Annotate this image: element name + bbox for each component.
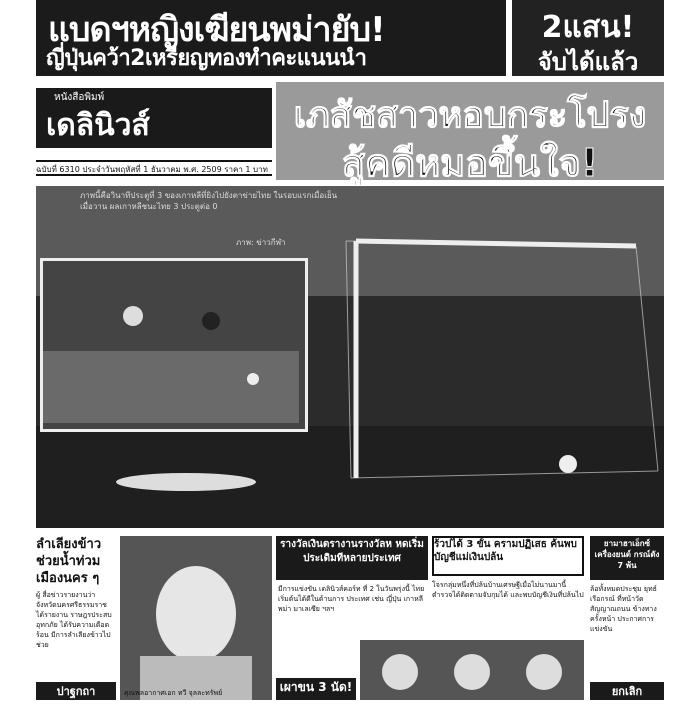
photo-caption: ภาพนี้คือวินาทีประตูที่ 3 ของเกาหลีที่ยิงไปยังตาข่ายไทย ในรอบแรกเมื่อเย็นเมื่อวาน ผลเกาหลีชนะไทย 3 ประตูต่อ 0 — [80, 191, 338, 211]
football-photo — [36, 186, 664, 528]
people-image — [360, 640, 584, 700]
column-5-body: ล้อทั้งหมดประชุม ยุทธ์เรือกรณ์ ที่หน้าวัด สัญญาณถนน ข้างทาง ครั้งหน้า ประกาศการแข่งขัน — [590, 585, 657, 633]
main-headline-box — [276, 82, 664, 185]
banner-headline-2: ญี่ปุ่นคว้า2เหรียญทองทำคะแนนนำ — [46, 46, 367, 71]
column-5-bottom-box: ยกเลิก — [590, 682, 664, 700]
masthead — [36, 88, 272, 148]
portrait-photo — [120, 536, 272, 700]
portrait-image — [120, 536, 272, 700]
people-photo — [360, 640, 584, 700]
column-1-body: ผู้ สื่อข่าวรายงานว่า จังหวัดนครศรีธรรมราช ได้รายงาน ราษฎรประสบอุทกภัย ได้รับความเดือดร้อน มีการลำเลียงข้าวไปช่วย — [36, 591, 112, 649]
column-1-headline: ลำเลียงข้าว ช่วยน้ำท่วม เมืองนคร ๆ — [36, 537, 102, 586]
top-banner — [36, 0, 506, 76]
banner-headline-1: แบดฯหญิงเฆียนพม่ายับ! — [48, 10, 385, 50]
side-headline-box — [512, 0, 664, 76]
inset-photo-image — [43, 261, 299, 423]
masthead-small-text: หนังสือพิมพ์ — [54, 92, 105, 103]
column-5-headline: ยามาฮาเอ็กซ์เครื่องยนต์ กรณ์ตัง 7 พ้น — [590, 536, 664, 580]
newspaper-name: เดลินิวส์ — [46, 108, 150, 143]
side-headline-1: 2แสน! — [541, 10, 635, 45]
inset-photo — [40, 258, 308, 432]
photo-credit: ภาพ: ข่าวกีฬา — [236, 238, 286, 247]
column-4-body: โจรกลุ่มหนึ่งที่ปล้นบ้านเศรษฐีเมื่อไม่นานมานี้ ตำรวจได้ติดตามจับกุมได้ และพบบัญชีเงินที่ปล้นไป — [432, 581, 584, 599]
column-1-bottom-box: ปาฐกถา — [36, 682, 116, 700]
main-headline-2: สู้คดีหมอขึ้นใจ! — [341, 141, 599, 185]
column-3-body: มีการแข่งขัน เดลินิวส์คอร์ท ที่ 2 ในวันพรุ่งนี้ ไทยเริ่มต้นได้ดีในด้านการ ประเทศ เช่น ญี่ปุ่น เกาหลี พม่า มาเลเซีย ฯลฯ — [278, 585, 425, 613]
column-4-headline: ร้วปได้ 3 ขั้น ครามปฏิเสธ ค้นพบบัญชีแม่เงินปล้น — [432, 536, 584, 576]
column-3-headline: รางวัลเงินตรางานรางวัลห หดเริ่มประเดิมทีหลายประเทศ — [276, 536, 428, 580]
main-headline-1: เภสัชสาวหอบกระโปรง — [293, 95, 647, 136]
side-headline-2: จับได้แล้ว — [537, 48, 639, 76]
dateline: ฉบับที่ 6310 ประจำวันพฤหัสที่ 1 ธันวาคม พ.ศ. 2509 ราคา 1 บาท — [36, 160, 272, 176]
portrait-caption: คุณพลอากาศเอก ทวี จุลละทรัพย์ — [124, 689, 223, 697]
column-3-bottom-headline: เผาขน 3 นัด! — [276, 678, 356, 700]
